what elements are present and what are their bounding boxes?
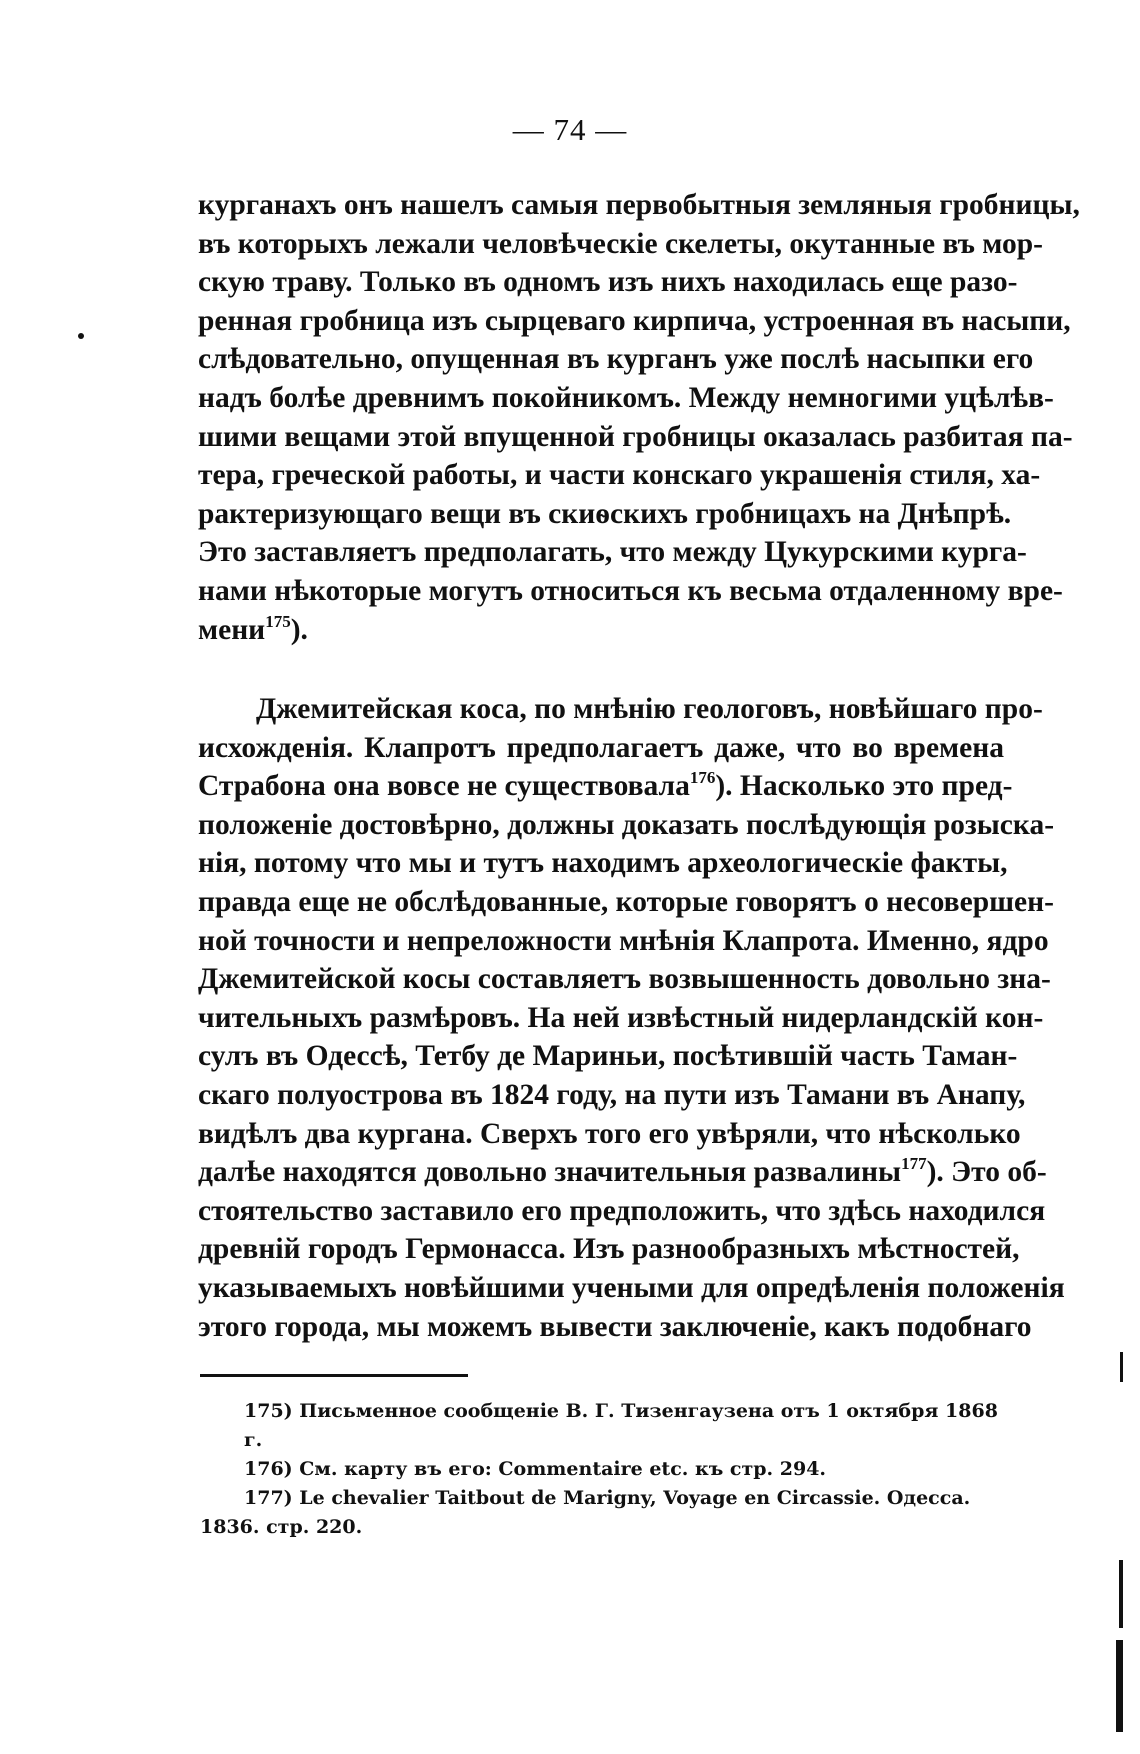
scan-margin-mark [1119, 1560, 1123, 1628]
text-line: Джемитейская коса, по мнѣнію геологовъ, новѣйшаго про- [256, 693, 1043, 725]
text-line [198, 611, 1004, 650]
footnote-177-continued: 1836. стр. 220. [200, 1516, 363, 1538]
footnote-ref: 177 [901, 1154, 927, 1174]
text-line: правда еще не обслѣдованные, которые говорятъ о несовершен- [198, 885, 1054, 918]
text-line [198, 1153, 1047, 1192]
text-line [198, 767, 1013, 806]
text-fragment: мени [198, 613, 266, 646]
text-line: шими вещами этой впущенной гробницы оказалась разбитая па- [198, 420, 1073, 453]
text-line: древній городъ Гермонасса. Изъ разнообразныхъ мѣстностей, [198, 1233, 1020, 1266]
text-line: слѣдовательно, опущенная въ курганъ уже послѣ насыпки его [198, 343, 1034, 376]
text-line: курганахъ онъ нашелъ самыя первобытныя земляныя гробницы, [198, 189, 1080, 221]
text-line: этого города, мы можемъ вывести заключеніе, какъ подобнаго [198, 1310, 1032, 1343]
footnote-ref: 176 [689, 768, 716, 788]
text-fragment: Страбона она вовсе не существовала [198, 770, 690, 803]
footnote-ref: 175 [265, 611, 291, 631]
footnotes [200, 1397, 1004, 1542]
scan-margin-dot [78, 333, 84, 339]
footnote-175: 175) Письменное сообщеніе В. Г. Тизенгаузена отъ 1 октября 1868 г. [244, 1400, 998, 1451]
text-line: ной точности и непреложности мнѣнія Клапрота. Именно, ядро [198, 924, 1049, 957]
text-line: сулъ въ Одессѣ, Тетбу де Мариньи, посѣтившій часть Таман- [198, 1040, 1018, 1073]
text-line: нами нѣкоторые могутъ относиться къ весьма отдаленному вре- [198, 574, 1063, 607]
text-line: скаго полуострова въ 1824 году, на пути изъ Тамани въ Анапу, [198, 1078, 1026, 1111]
text-fragment: ). Это об- [926, 1156, 1047, 1189]
text-line: нія, потому что мы и тутъ находимъ археологическіе факты, [198, 847, 1008, 880]
text-line: скую траву. Только въ одномъ изъ нихъ находилась еще разо- [198, 266, 1018, 299]
text-line: положеніе достовѣрно, должны доказать послѣдующія розыска- [198, 808, 1055, 841]
footnote-177: 177) Le chevalier Taitbout de Marigny, Voyage en Circassie. Одесса. [244, 1487, 971, 1509]
text-line: въ которыхъ лежали человѣческіе скелеты, окутанные въ мор- [198, 227, 1043, 260]
paragraph-2 [198, 690, 1065, 1346]
text-line: чительныхъ размѣровъ. На ней извѣстный нидерландскій кон- [198, 1001, 1044, 1034]
text-line: Это заставляетъ предполагать, что между Цукурскими курга- [198, 536, 1027, 569]
text-line: указываемыхъ новѣйшими учеными для опредѣленія положенія [198, 1271, 1065, 1304]
scan-margin-mark [1116, 1640, 1123, 1732]
text-line: стоятельство заставило его предположить, что здѣсь находился [198, 1194, 1046, 1227]
text-line: надъ болѣе древнимъ покойникомъ. Между немногими уцѣлѣв- [198, 381, 1054, 414]
text-line: ренная гробница изъ сырцеваго кирпича, устроенная въ насыпи, [198, 304, 1071, 337]
text-fragment: ). Насколько это пред- [715, 770, 1013, 803]
page-number: — 74 — [512, 112, 628, 147]
scan-margin-mark [1120, 1352, 1123, 1382]
text-fragment: ). [290, 613, 308, 646]
text-line: видѣлъ два кургана. Сверхъ того его увѣряли, что нѣсколько [198, 1117, 1021, 1150]
text-line: Джемитейской косы составляетъ возвышенность довольно зна- [198, 963, 1051, 996]
footnote-separator [200, 1374, 468, 1377]
text-fragment: далѣе находятся довольно значительныя развалины [198, 1156, 902, 1189]
text-line: рактеризующаго вещи въ скиѳскихъ гробницахъ на Днѣпрѣ. [198, 497, 1012, 530]
footnote-176: 176) См. карту въ его: Commentaire etc. къ стр. 294. [244, 1458, 827, 1480]
text-line: тера, греческой работы, и части конскаго украшенія стиля, ха- [198, 459, 1041, 492]
paragraph-1 [198, 186, 1080, 649]
text-line: исхожденія. Клапротъ предполагаетъ даже, что во времена [198, 731, 1004, 764]
